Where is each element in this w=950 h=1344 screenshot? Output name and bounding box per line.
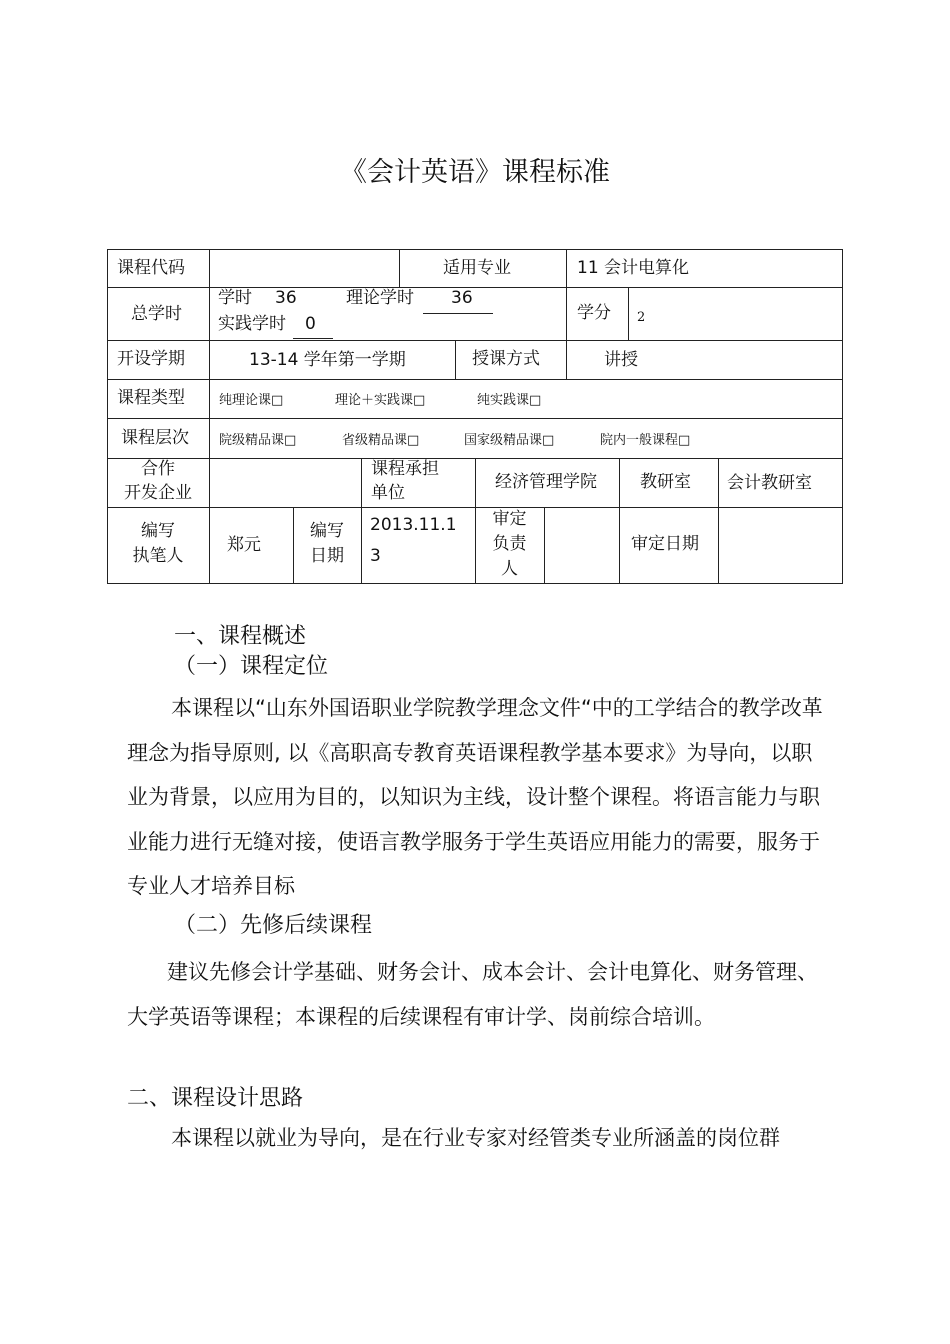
section-1-heading: 一、课程概述 — [174, 624, 307, 649]
credit-value: 2 — [637, 310, 646, 325]
reviewer-label-line3: 人 — [501, 559, 518, 579]
coop-label-line1: 合作 — [141, 459, 175, 479]
unit-label-line2: 单位 — [371, 483, 405, 503]
course-type-option: 纯实践课□ — [477, 393, 542, 408]
section-1-paragraph-1: 本课程以“山东外国语职业学院教学理念文件“中的工学结合的教学改革理念为指导原则, 以《高职高专教育英语课程教学基本要求》为导向，以职业为背景，以应用为目的，以知识为主线，设计整个课程。将语言能力与职业能力进行无缝对接，使语言教学服务于学生英语应用能力的需要，服务于专业人才培养目标 — [127, 696, 823, 898]
course-level-label: 课程层次 — [121, 428, 189, 448]
credit-label: 学分 — [577, 303, 611, 323]
section-1-subheading-2: （二）先修后续课程 — [174, 913, 373, 938]
course-code-label: 课程代码 — [117, 258, 185, 278]
semester-value: 13-14 学年第一学期 — [249, 350, 406, 370]
hours-text: 学时 — [218, 288, 252, 308]
section-1-paragraph-2: 建议先修会计学基础、财务会计、成本会计、会计电算化、财务管理、大学英语等课程；本课程的后续课程有审计学、岗前综合培训。 — [127, 960, 818, 1029]
reviewer-label-line1: 审定 — [492, 509, 527, 529]
section-2-heading: 二、课程设计思路 — [127, 1086, 304, 1111]
review-date-label: 审定日期 — [631, 534, 699, 554]
course-type-label: 课程类型 — [117, 388, 185, 408]
course-level-option: 省级精品课□ — [342, 433, 420, 448]
unit-value: 经济管理学院 — [495, 472, 597, 492]
theory-hours-text: 理论学时 — [346, 288, 414, 308]
section-1-subheading-1: （一）课程定位 — [174, 654, 329, 679]
course-level-option: 院内一般课程□ — [600, 433, 691, 448]
write-date-label-line2: 日期 — [310, 546, 344, 566]
practice-hours-value: 0 — [305, 314, 316, 334]
major-label: 适用专业 — [443, 258, 511, 278]
reviewer-label-line2: 负责 — [492, 534, 527, 554]
course-info-table — [107, 249, 843, 584]
writer-label-line1: 编写 — [141, 521, 175, 541]
theory-hours-value: 36 — [451, 288, 473, 308]
major-value: 11 会计电算化 — [577, 258, 690, 278]
writer-value: 郑元 — [227, 535, 261, 555]
writer-label-line2: 执笔人 — [132, 546, 184, 566]
semester-label: 开设学期 — [117, 349, 185, 369]
office-value: 会计教研室 — [727, 473, 812, 493]
section-2-paragraph-1: 本课程以就业为导向，是在行业专家对经管类专业所涵盖的岗位群 — [171, 1126, 780, 1150]
course-type-option: 理论＋实践课□ — [335, 393, 426, 408]
office-label: 教研室 — [640, 472, 691, 492]
total-hours-label: 总学时 — [131, 304, 182, 324]
coop-label-line2: 开发企业 — [124, 483, 192, 503]
teaching-mode-value: 讲授 — [604, 350, 638, 370]
practice-hours-text: 实践学时 — [218, 314, 286, 334]
page-title: 《会计英语》课程标准 — [340, 157, 610, 188]
write-date-value-line2: 3 — [370, 546, 381, 566]
unit-label-line1: 课程承担 — [371, 459, 439, 479]
teaching-mode-label: 授课方式 — [472, 349, 540, 369]
write-date-label-line1: 编写 — [310, 521, 344, 541]
course-level-option: 院级精品课□ — [219, 433, 297, 448]
course-level-option: 国家级精品课□ — [464, 433, 555, 448]
course-type-option: 纯理论课□ — [219, 393, 284, 408]
write-date-value-line1: 2013.11.1 — [370, 515, 457, 535]
hours-value: 36 — [275, 288, 297, 308]
